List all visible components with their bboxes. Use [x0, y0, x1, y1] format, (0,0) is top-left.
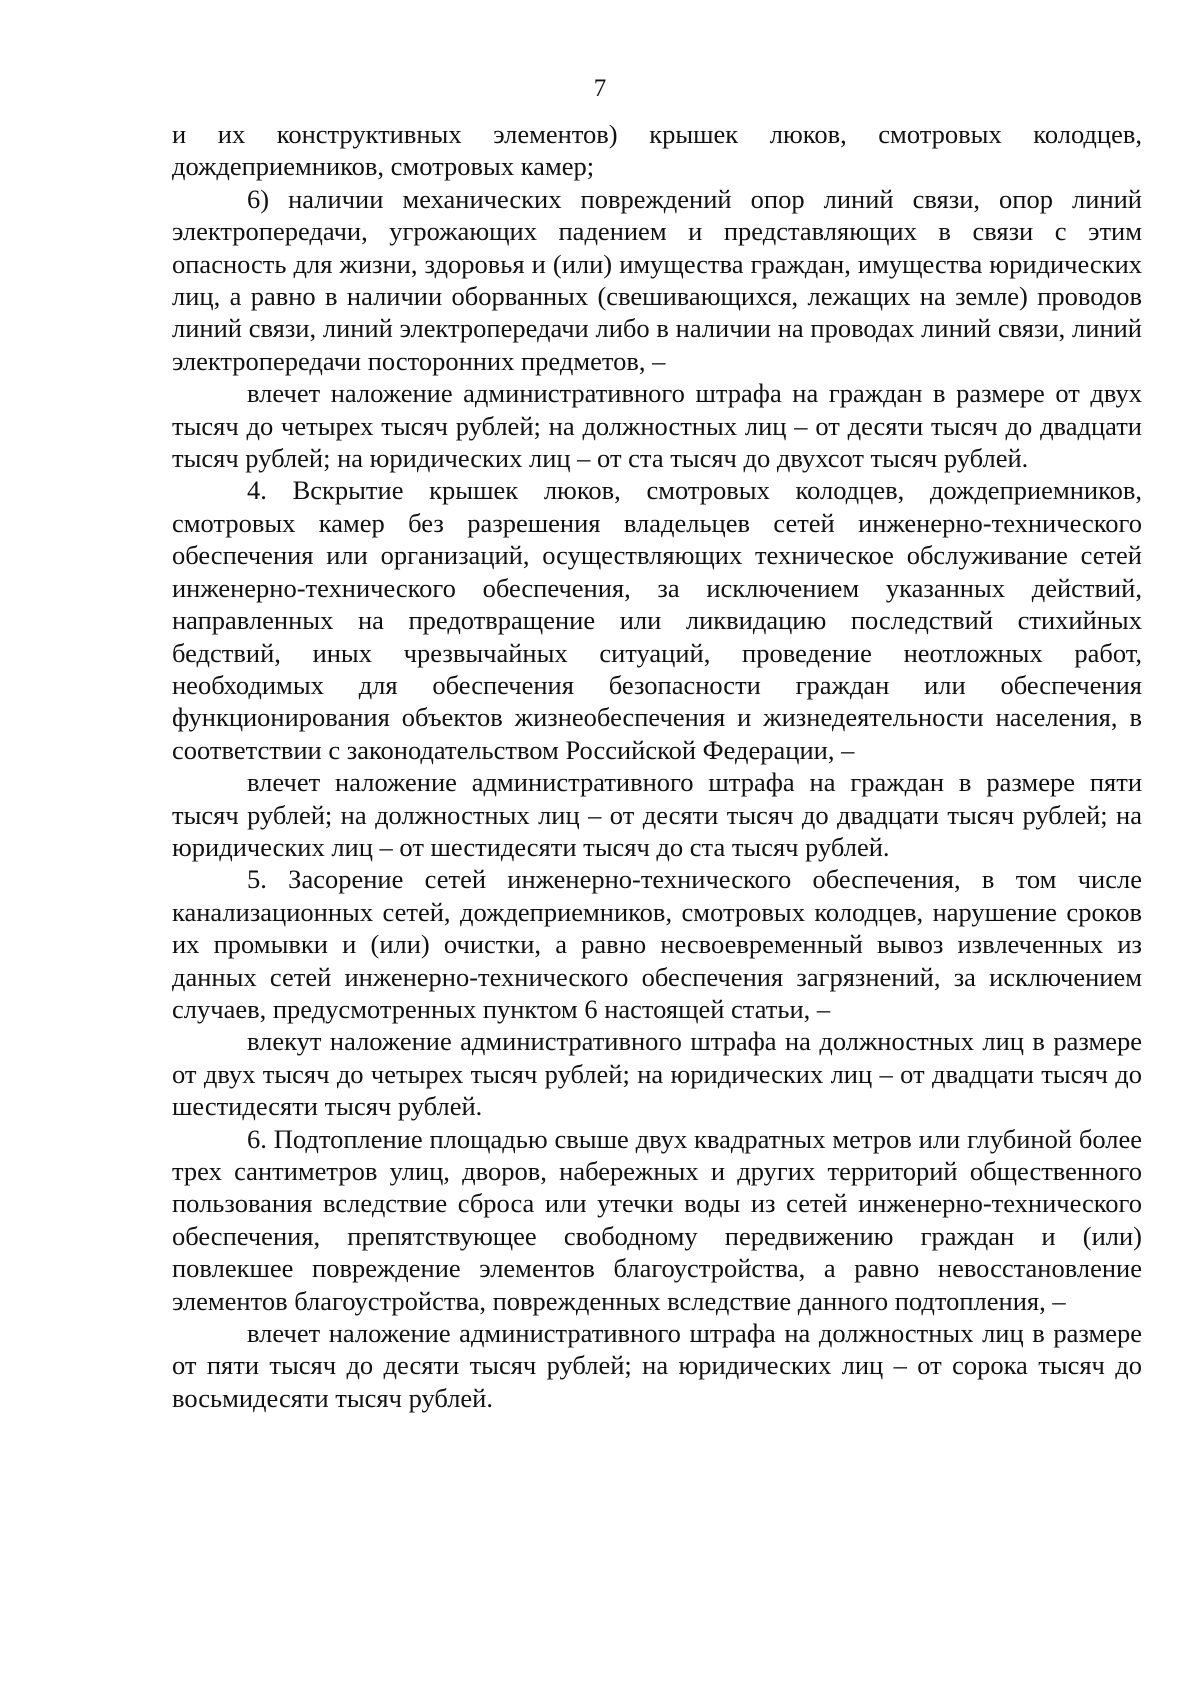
- paragraph-clause-5: 5. Засорение сетей инженерно-технического обеспечения, в том числе канализационных сетей, дождеприемников, смотровых колодцев, нарушение сроков их промывки и (или) очистки, а равно несвоевременный вывоз извлеченных из данных сетей инженерно-технического обеспечения загрязнений, за исключением случаев, предусмотренных пунктом 6 настоящей статьи, –: [172, 864, 1142, 1024]
- paragraph-penalty-3: влечет наложение административного штрафа на граждан в размере от двух тысяч до четырех тысяч рублей; на должностных лиц – от десяти тысяч до двадцати тысяч рублей; на юридических лиц – от ста тысяч до двухсот тысяч рублей.: [172, 378, 1142, 474]
- paragraph-clause-4: 4. Вскрытие крышек люков, смотровых колодцев, дождеприемников, смотровых камер без разрешения владельцев сетей инженерно-технического обеспечения или организаций, осуществляющих техническое обслуживание сетей инженерно-технического обеспечения, за исключением указанных действий, направленных на предотвращение или ликвидацию последствий стихийных бедствий, иных чрезвычайных ситуаций, проведение неотложных работ, необходимых для обеспечения безопасности граждан или обеспечения функционирования объектов жизнеобеспечения и жизнедеятельности населения, в соответствии с законодательством Российской Федерации, –: [172, 475, 1142, 765]
- paragraph-item-6-damage-supports: 6) наличии механических повреждений опор линий связи, опор линий электропередачи, угрожающих падением и представляющих в связи с этим опасность для жизни, здоровья и (или) имущества граждан, имущества юридических лиц, а равно в наличии оборванных (свешивающихся, лежащих на земле) проводов линий связи, линий электропередачи либо в наличии на проводах линий связи, линий электропередачи посторонних предметов, –: [172, 183, 1142, 376]
- paragraph-clause-6: 6. Подтопление площадью свыше двух квадратных метров или глубиной более трех сантиметров улиц, дворов, набережных и других территорий общественного пользования вследствие сброса или утечки воды из сетей инженерно-технического обеспечения, препятствующее свободному передвижению граждан и (или) повлекшее повреждение элементов благоустройства, а равно невосстановление элементов благоустройства, поврежденных вследствие данного подтопления, –: [172, 1123, 1142, 1316]
- paragraph-continuation: и их конструктивных элементов) крышек люков, смотровых колодцев, дождеприемников, смотровых камер;: [172, 119, 1142, 182]
- paragraph-penalty-6: влечет наложение административного штрафа на должностных лиц в размере от пяти тысяч до десяти тысяч рублей; на юридических лиц – от сорока тысяч до восьмидесяти тысяч рублей.: [172, 1318, 1142, 1413]
- page-number: 7: [593, 75, 607, 102]
- paragraph-penalty-4: влечет наложение административного штрафа на граждан в размере пяти тысяч рублей; на должностных лиц – от десяти тысяч до двадцати тысяч рублей; на юридических лиц – от шестидесяти тысяч до ста тысяч рублей.: [172, 767, 1142, 862]
- paragraph-penalty-5: влекут наложение административного штрафа на должностных лиц в размере от двух тысяч до четырех тысяч рублей; на юридических лиц – от двадцати тысяч до шестидесяти тысяч рублей.: [172, 1026, 1142, 1122]
- document-body: [172, 118, 1142, 1414]
